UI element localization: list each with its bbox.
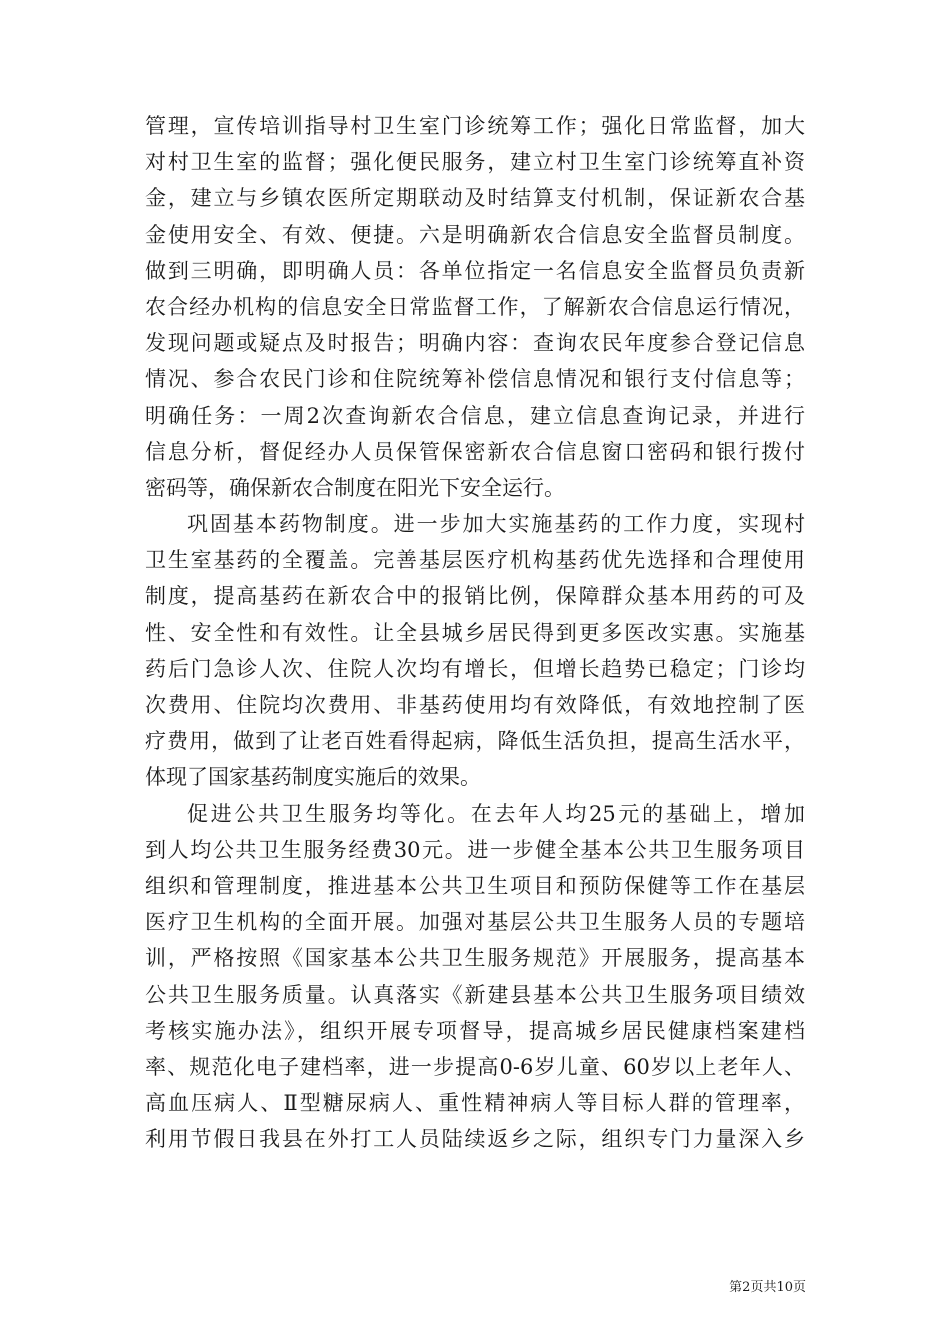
text-line: 管理，宣传培训指导村卫生室门诊统筹工作；强化日常监督，加大 xyxy=(145,114,805,138)
text-line: 高血压病人、Ⅱ型糖尿病人、重性精神病人等目标人群的管理率， xyxy=(145,1091,805,1116)
text-line: 信息分析，督促经办人员保管保密新农合信息窗口密码和银行拨付 xyxy=(145,439,805,464)
text-line: 密码等，确保新农合制度在阳光下安全运行。 xyxy=(145,475,565,500)
body-text xyxy=(145,108,805,1157)
text-line: 巩固基本药物制度。进一步加大实施基药的工作力度，实现村 xyxy=(187,512,805,537)
text-line: 制度，提高基药在新农合中的报销比例，保障群众基本用药的可及 xyxy=(145,584,805,609)
text-line: 医疗卫生机构的全面开展。加强对基层公共卫生服务人员的专题培 xyxy=(145,910,805,935)
text-line: 率、规范化电子建档率，进一步提高0-6岁儿童、60岁以上老年人、 xyxy=(145,1054,805,1079)
text-line: 情况、参合农民门诊和住院统筹补偿信息情况和银行支付信息等； xyxy=(145,367,805,392)
text-line: 疗费用，做到了让老百姓看得起病，降低生活负担，提高生活水平， xyxy=(145,729,805,754)
text-line: 性、安全性和有效性。让全县城乡居民得到更多医改实惠。实施基 xyxy=(145,620,805,645)
text-line: 明确任务：一周2次查询新农合信息，建立信息查询记录，并进行 xyxy=(145,403,805,428)
paragraph-essential-drugs xyxy=(145,506,805,796)
text-line: 考核实施办法》，组织开展专项督导，提高城乡居民健康档案建档 xyxy=(145,1018,805,1043)
paragraph-public-health xyxy=(145,796,805,1158)
text-line: 对村卫生室的监督；强化便民服务，建立村卫生室门诊统筹直补资 xyxy=(145,150,805,175)
text-line: 训，严格按照《国家基本公共卫生服务规范》开展服务，提高基本 xyxy=(145,946,805,971)
text-line: 公共卫生服务质量。认真落实《新建县基本公共卫生服务项目绩效 xyxy=(145,982,805,1007)
text-line: 发现问题或疑点及时报告；明确内容：查询农民年度参合登记信息 xyxy=(145,331,805,356)
text-line: 做到三明确，即明确人员：各单位指定一名信息安全监督员负责新 xyxy=(145,258,805,283)
text-line: 促进公共卫生服务均等化。在去年人均25元的基础上，增加 xyxy=(187,801,805,826)
text-line: 体现了国家基药制度实施后的效果。 xyxy=(145,765,481,790)
text-line: 农合经办机构的信息安全日常监督工作，了解新农合信息运行情况， xyxy=(145,294,805,319)
text-line: 利用节假日我县在外打工人员陆续返乡之际，组织专门力量深入乡 xyxy=(145,1127,805,1152)
paragraph-continuation xyxy=(145,108,805,506)
text-line: 到人均公共卫生服务经费30元。进一步健全基本公共卫生服务项目 xyxy=(145,837,805,862)
page-footer: 第2页共10页 xyxy=(729,1280,806,1295)
text-line: 药后门急诊人次、住院人次均有增长，但增长趋势已稳定；门诊均 xyxy=(145,656,805,681)
text-line: 次费用、住院均次费用、非基药使用均有效降低，有效地控制了医 xyxy=(145,693,805,717)
text-line: 卫生室基药的全覆盖。完善基层医疗机构基药优先选择和合理使用 xyxy=(145,548,805,573)
text-line: 组织和管理制度，推进基本公共卫生项目和预防保健等工作在基层 xyxy=(145,873,805,898)
text-line: 金使用安全、有效、便捷。六是明确新农合信息安全监督员制度。 xyxy=(145,222,805,247)
text-line: 金，建立与乡镇农医所定期联动及时结算支付机制，保证新农合基 xyxy=(145,186,805,211)
